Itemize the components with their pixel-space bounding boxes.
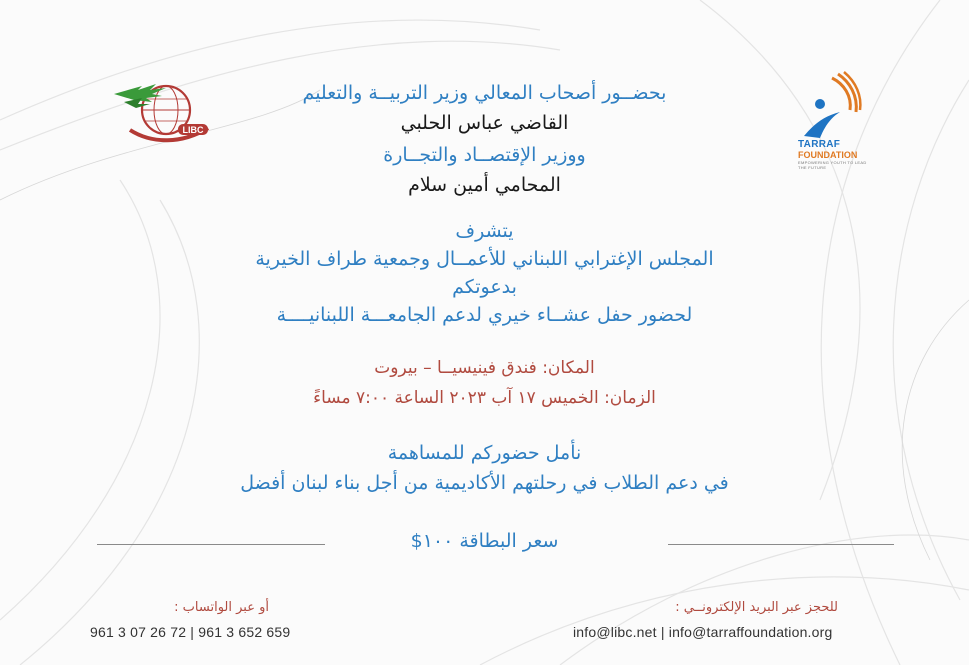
patronage-line: بحضــور أصحاب المعالي وزير التربيــة والتعليم — [302, 82, 667, 104]
minister-education-name: القاضي عباس الحلبي — [400, 112, 569, 134]
whatsapp-label: أو عبر الواتساب : — [174, 600, 269, 615]
email-label: للحجز عبر البريد الإلكترونــي : — [675, 600, 838, 615]
hope-line: نأمل حضوركم للمساهمة — [387, 442, 582, 464]
price-rule-right — [668, 544, 894, 545]
time-line: الزمان: الخميس ١٧ آب ٢٠٢٣ الساعة ٧:٠٠ مساءً — [313, 388, 656, 408]
tarraf-tagline: EMPOWERING YOUTH TO LEAD THE FUTURE — [798, 160, 867, 170]
email-addresses[interactable]: info@libc.net | info@tarraffoundation.org — [573, 624, 833, 640]
hosts-line: المجلس الإغترابي اللبناني للأعمــال وجمعية طراف الخيرية — [255, 248, 714, 270]
minister-economy-title: ووزير الإقتصــاد والتجــارة — [383, 144, 586, 166]
place-line: المكان: فندق فينيسيــا – بيروت — [374, 358, 595, 378]
libc-label: LIBC — [182, 125, 204, 135]
tarraf-name: TARRAF — [798, 139, 841, 150]
minister-economy-name: المحامي أمين سلام — [408, 174, 561, 196]
support-line: في دعم الطلاب في رحلتهم الأكاديمية من أجل بناء لبنان أفضل — [240, 472, 729, 494]
tarraf-sub: FOUNDATION — [798, 150, 858, 160]
honored-line: يتشرف — [455, 220, 514, 242]
event-line: لحضور حفل عشــاء خيري لدعم الجامعـــة اللبنانيــــة — [276, 304, 693, 326]
ticket-price: سعر البطاقة ١٠٠$ — [410, 530, 559, 552]
whatsapp-numbers[interactable]: 961 3 07 26 72 | 961 3 652 659 — [90, 624, 291, 640]
invites-line: بدعوتكم — [452, 276, 517, 298]
